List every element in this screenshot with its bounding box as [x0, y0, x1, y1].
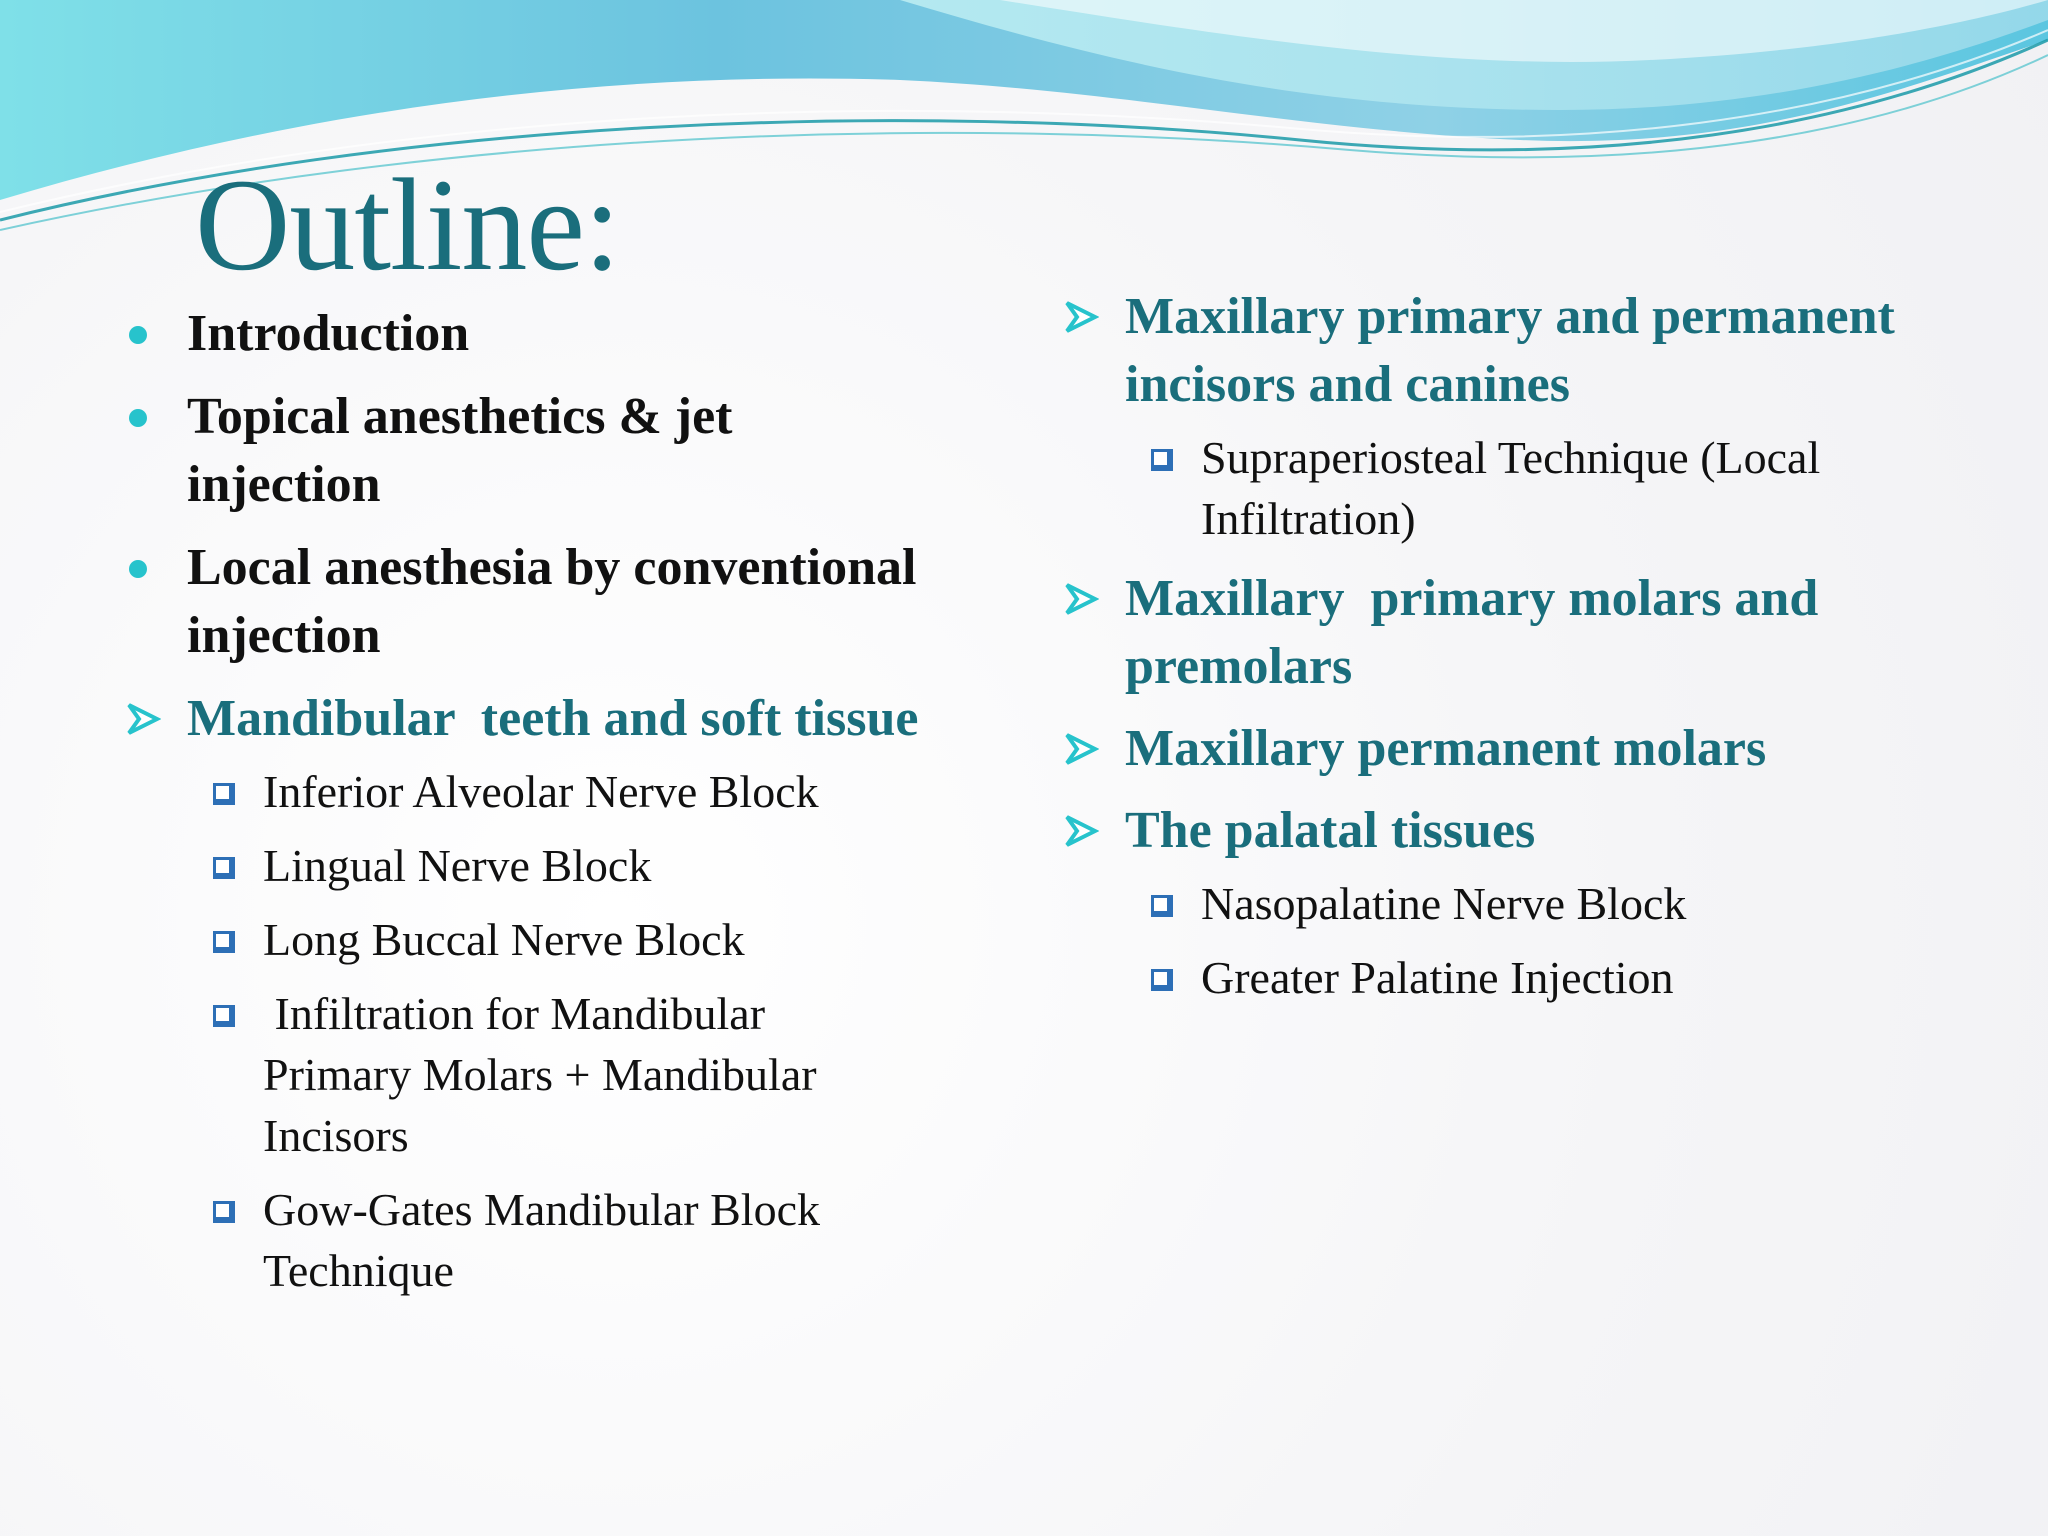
outline-subitem-gow-gates: [213, 1179, 1005, 1301]
outline-subitem-label: Long Buccal Nerve Block: [263, 914, 745, 965]
outline-subitem-inferior-alveolar: [213, 761, 1005, 822]
outline-item-topical-anesthetics: [125, 383, 1005, 519]
checkbox-bullet-icon: [213, 857, 235, 879]
outline-item-label: Maxillary permanent molars: [1125, 720, 1767, 777]
outline-item-palatal-tissues: [1063, 797, 2003, 865]
checkbox-bullet-icon: [1151, 969, 1173, 991]
left-outline-column: [125, 300, 1005, 1301]
outline-item-maxillary-premolars: [1063, 565, 2003, 701]
outline-subitem-long-buccal: [213, 909, 1005, 970]
bullet-dot-icon: [129, 326, 147, 344]
outline-subitem-label: Supraperiosteal Technique (Local Infiltration): [1201, 432, 1821, 544]
outline-subitem-label: Inferior Alveolar Nerve Block: [263, 766, 819, 817]
outline-subitem-label: Nasopalatine Nerve Block: [1201, 878, 1687, 929]
outline-subitem-lingual-nerve: [213, 835, 1005, 896]
arrow-bullet-icon: [125, 701, 161, 737]
outline-subitem-label: Infiltration for Mandibular Primary Molars + Mandibular Incisors: [263, 988, 829, 1161]
outline-item-label: The palatal tissues: [1125, 802, 1536, 859]
outline-subitem-greater-palatine: [1151, 947, 2003, 1008]
outline-subitem-infiltration: [213, 983, 1005, 1166]
outline-item-mandibular-teeth: [125, 685, 1005, 753]
outline-subitem-label: Lingual Nerve Block: [263, 840, 652, 891]
outline-item-maxillary-incisors: [1063, 283, 2003, 419]
bullet-dot-icon: [129, 560, 147, 578]
arrow-bullet-icon: [1063, 581, 1099, 617]
outline-item-label: Introduction: [187, 305, 470, 362]
arrow-bullet-icon: [1063, 299, 1099, 335]
checkbox-bullet-icon: [1151, 895, 1173, 917]
checkbox-bullet-icon: [213, 1005, 235, 1027]
outline-item-label: Topical anesthetics & jet injection: [187, 388, 733, 513]
checkbox-bullet-icon: [1151, 449, 1173, 471]
outline-item-local-anesthesia: [125, 534, 1005, 670]
outline-item-label: Maxillary primary molars and premolars: [1125, 570, 1832, 695]
checkbox-bullet-icon: [213, 1201, 235, 1223]
outline-subitem-label: Greater Palatine Injection: [1201, 952, 1674, 1003]
bullet-dot-icon: [129, 409, 147, 427]
outline-subitem-supraperiosteal: [1151, 427, 2003, 549]
slide-title: Outline:: [195, 151, 620, 298]
outline-item-label: Maxillary primary and permanent incisors and canines: [1125, 288, 1895, 413]
outline-item-label: Local anesthesia by conventional injection: [187, 539, 917, 664]
outline-item-label: Mandibular teeth and soft tissue: [187, 690, 919, 747]
outline-subitem-nasopalatine: [1151, 873, 2003, 934]
checkbox-bullet-icon: [213, 931, 235, 953]
outline-subitem-label: Gow-Gates Mandibular Block Technique: [263, 1184, 820, 1296]
outline-item-introduction: [125, 300, 1005, 368]
outline-item-maxillary-molars: [1063, 715, 2003, 783]
right-outline-column: [1063, 283, 2003, 1008]
arrow-bullet-icon: [1063, 813, 1099, 849]
arrow-bullet-icon: [1063, 731, 1099, 767]
checkbox-bullet-icon: [213, 783, 235, 805]
